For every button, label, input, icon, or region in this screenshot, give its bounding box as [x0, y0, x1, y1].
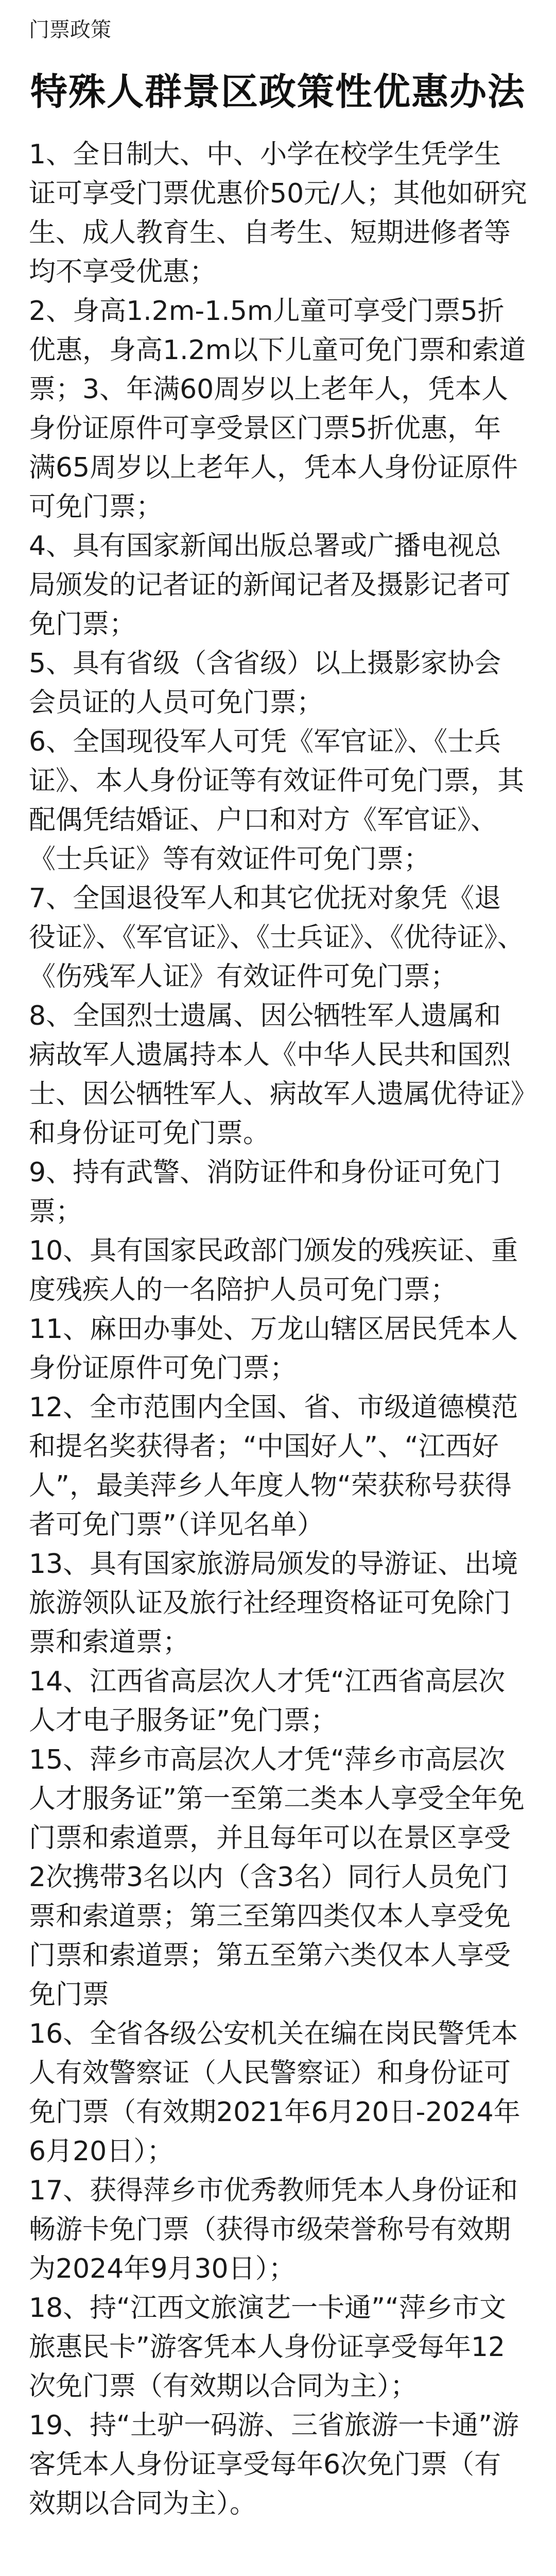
policy-item-19: 19、持“土驴一码游、三省旅游一卡通”游客凭本人身份证享受每年6次免门票（有效期以合同为主）。 — [29, 2410, 519, 2519]
policy-item-12: 12、全市范围内全国、省、市级道德模范和提名奖获得者；“中国好人”、“江西好人”，最美萍乡人年度人物“荣获称号获得者可免门票”（详见名单） — [29, 1392, 518, 1540]
policy-item-9: 9、持有武警、消防证件和身份证可免门票； — [29, 1157, 501, 1227]
policy-item-5: 5、具有省级（含省级）以上摄影家协会会员证的人员可免门票； — [29, 648, 501, 718]
document-title: 特殊人群景区政策性优惠办法 — [30, 70, 526, 113]
section-label: 门票政策 — [29, 18, 111, 42]
policy-item-4: 4、具有国家新闻出版总署或广播电视总局颁发的记者证的新闻记者及摄影记者可免门票； — [29, 531, 511, 640]
policy-item-16: 16、全省各级公安机关在编在岗民警凭本人有效警察证（人民警察证）和身份证可免门票（有效期2021年6月20日-2024年6月20日）； — [29, 2019, 520, 2167]
policy-item-13: 13、具有国家旅游局颁发的导游证、出境旅游领队证及旅行社经理资格证可免除门票和索道票； — [29, 1549, 518, 1658]
policy-item-15: 15、萍乡市高层次人才凭“萍乡市高层次人才服务证”第一至第二类本人享受全年免门票和索道票，并且每年可以在景区享受2次携带3名以内（含3名）同行人员免门票和索道票；第三至第四类仅本人享受免门票和索道票；第五至第六类仅本人享受免门票 — [29, 1744, 525, 2010]
policy-item-18: 18、持“江西文旅演艺一卡通”“萍乡市文旅惠民卡”游客凭本人身份证享受每年12次免门票（有效期以合同为主）； — [29, 2293, 506, 2402]
policy-item-17: 17、获得萍乡市优秀教师凭本人身份证和畅游卡免门票（获得市级荣誉称号有效期为2024年9月30日）； — [29, 2175, 518, 2284]
policy-item-8: 8、全国烈士遗属、因公牺牲军人遗属和病故军人遗属持本人《中华人民共和国烈士、因公牺牲军人、病故军人遗属优待证》和身份证可免门票。 — [29, 1001, 525, 1149]
policy-item-7: 7、全国退役军人和其它优抚对象凭《退役证》、《军官证》、《士兵证》、《优待证》、《伤残军人证》有效证件可免门票； — [29, 883, 525, 992]
policy-item-6: 6、全国现役军人可凭《军官证》、《士兵证》、本人身份证等有效证件可免门票，其配偶凭结婚证、户口和对方《军官证》、《士兵证》等有效证件可免门票； — [29, 726, 525, 875]
policy-item-2-3: 2、身高1.2m-1.5m儿童可享受门票5折优惠，身高1.2m以下儿童可免门票和索道票；3、年满60周岁以上老年人，凭本人身份证原件可享受景区门票5折优惠，年满65周岁以上老年人，凭本人身份证原件可免门票； — [29, 296, 526, 522]
policy-item-14: 14、江西省高层次人才凭“江西省高层次人才电子服务证”免门票； — [29, 1666, 506, 1736]
policy-list — [29, 135, 527, 2523]
policy-item-10: 10、具有国家民政部门颁发的残疾证、重度残疾人的一名陪护人员可免门票； — [29, 1235, 518, 1306]
policy-item-11: 11、麻田办事处、万龙山辖区居民凭本人身份证原件可免门票； — [29, 1314, 518, 1384]
policy-item-1: 1、全日制大、中、小学在校学生凭学生证可享受门票优惠价50元/人；其他如研究生、成人教育生、自考生、短期进修者等均不享受优惠； — [29, 139, 527, 287]
